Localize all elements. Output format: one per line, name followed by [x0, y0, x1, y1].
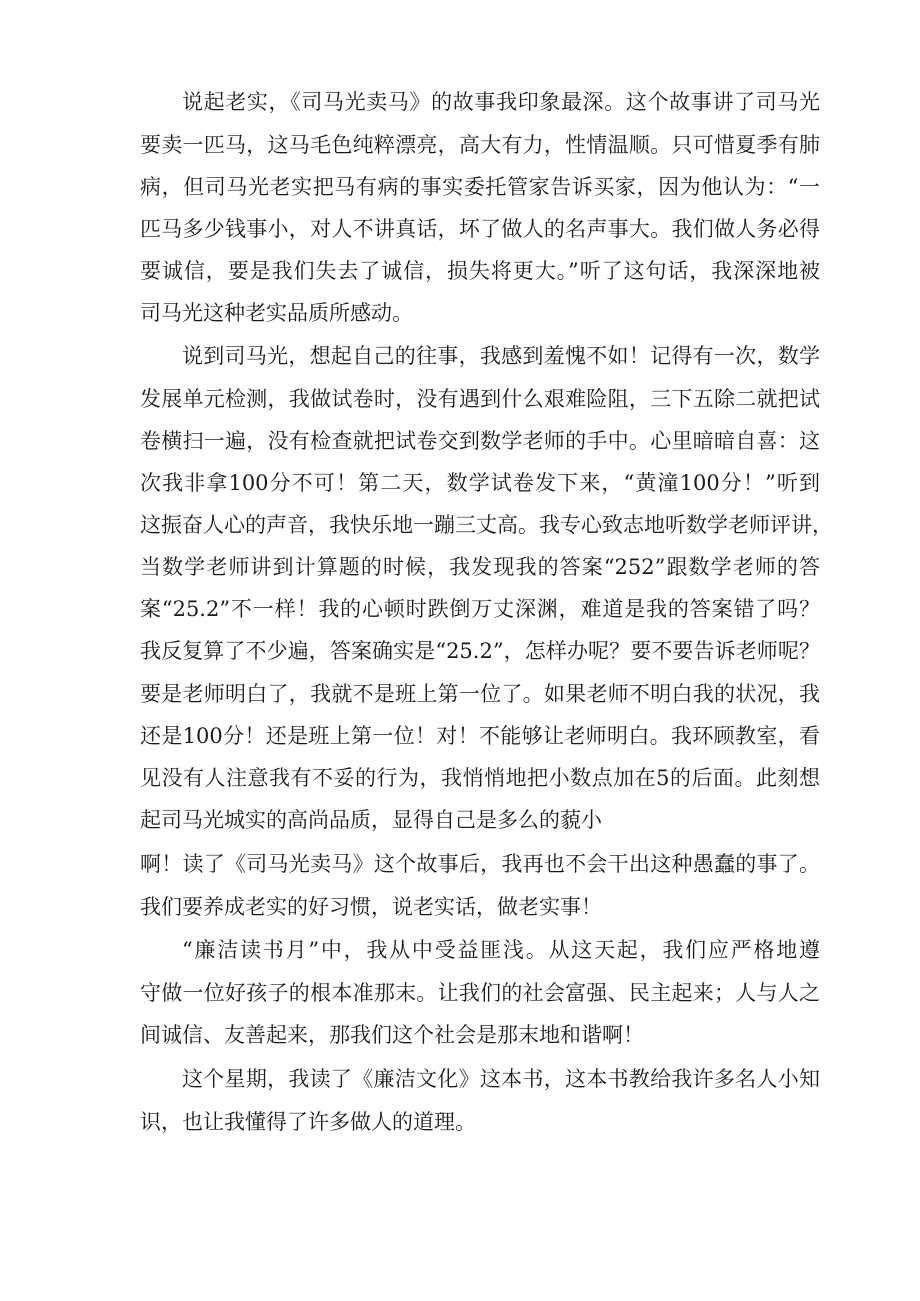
text-line: 起司马光城实的高尚品质，显得自己是多么的藐小 — [140, 808, 602, 832]
text-line: 要是老师明白了，我就不是班上第一位了。如果老师不明白我的状况，我 — [140, 682, 820, 706]
text-line: 这个星期，我读了《廉洁文化》这本书，这本书教给我许多名人小知 — [182, 1067, 820, 1091]
text-line: 要诚信，要是我们失去了诚信，损失将更大。”听了这句话，我深深地被 — [140, 259, 820, 283]
text-line: 守做一位好孩子的根本准那末。让我们的社会富强、民主起来；人与人之 — [140, 981, 820, 1005]
text-line: 要卖一匹马，这马毛色纯粹漂亮，高大有力，性情温顺。只可惜夏季有肺 — [140, 133, 820, 157]
text-line: 还是100分！还是班上第一位！对！不能够让老师明白。我环顾教室，看 — [140, 724, 820, 748]
text-line: 案“25.2”不一样！我的心顿时跌倒万丈深渊，难道是我的答案错了吗？ — [140, 597, 820, 621]
text-line: 说到司马光，想起自己的往事，我感到羞愧不如！记得有一次，数学 — [182, 344, 820, 368]
text-line: “廉洁读书月”中，我从中受益匪浅。从这天起，我们应严格地遵 — [182, 938, 820, 962]
text-line: 卷横扫一遍，没有检查就把试卷交到数学老师的手中。心里暗暗自喜：这 — [140, 429, 820, 453]
text-line: 我反复算了不少遍，答案确实是“25.2”，怎样办呢？要不要告诉老师呢？ — [140, 639, 820, 663]
text-line: 这振奋人心的声音，我快乐地一蹦三丈高。我专心致志地听数学老师评讲， — [140, 513, 833, 537]
text-line: 次我非拿100分不可！第二天，数学试卷发下来，“黄潼100分！”听到 — [140, 471, 820, 495]
text-line: 间诚信、友善起来，那我们这个社会是那末地和谐啊！ — [140, 1023, 644, 1047]
text-line: 说起老实，《司马光卖马》的故事我印象最深。这个故事讲了司马光 — [182, 90, 820, 114]
text-line: 发展单元检测，我做试卷时，没有遇到什么艰难险阻，三下五除二就把试 — [140, 387, 820, 411]
text-line: 我们要养成老实的好习惯，说老实话，做老实事！ — [140, 895, 602, 919]
text-line: 匹马多少钱事小，对人不讲真话，坏了做人的名声事大。我们做人务必得 — [140, 217, 820, 241]
text-line: 病，但司马光老实把马有病的事实委托管家告诉买家，因为他认为：“一 — [140, 175, 820, 199]
text-line: 啊！读了《司马光卖马》这个故事后，我再也不会干出这种愚蠢的事了。 — [140, 852, 820, 876]
text-line: 司马光这种老实品质所感动。 — [140, 301, 413, 325]
text-line: 当数学老师讲到计算题的时候，我发现我的答案“252”跟数学老师的答 — [140, 555, 820, 579]
text-line: 识，也让我懂得了许多做人的道理。 — [140, 1110, 476, 1134]
text-line: 见没有人注意我有不妥的行为，我悄悄地把小数点加在5的后面。此刻想 — [140, 766, 820, 790]
